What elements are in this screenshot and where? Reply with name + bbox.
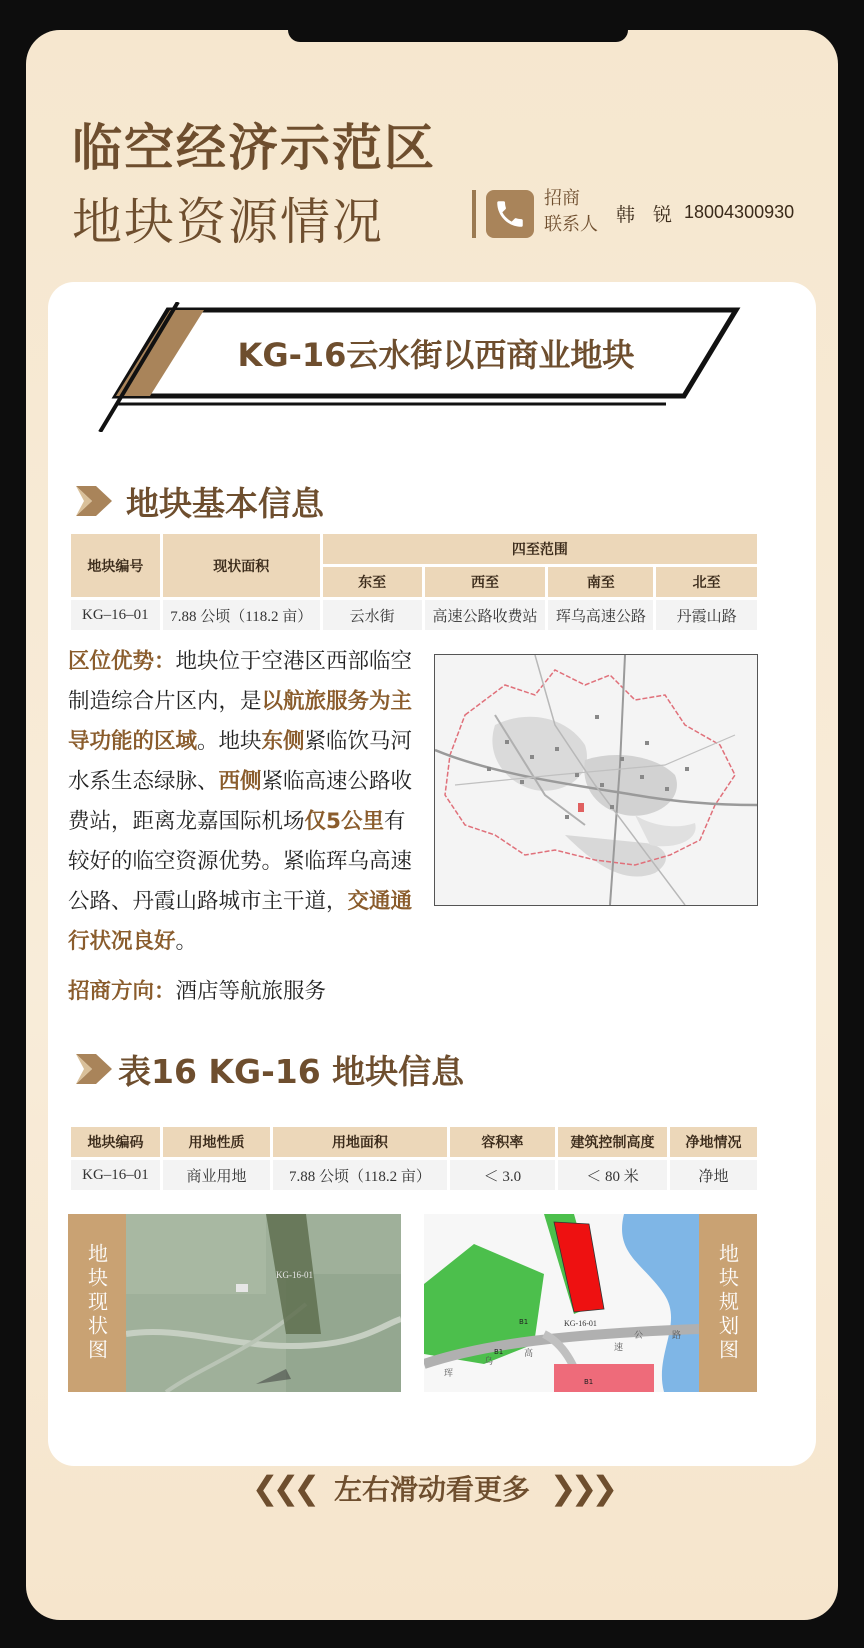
cell-parcel-code: KG–16–01 <box>71 1160 160 1190</box>
section-title: 表16 KG-16 地块信息 <box>118 1051 465 1091</box>
header-land-area: 用地面积 <box>273 1127 447 1157</box>
cell-west: 高速公路收费站 <box>425 600 546 630</box>
page <box>26 30 838 1620</box>
investment-direction: 招商方向：酒店等航旅服务 <box>68 979 327 1004</box>
contact-phone[interactable]: 18004300930 <box>684 202 795 222</box>
table-row <box>71 1160 757 1190</box>
cell-north: 丹霞山路 <box>656 600 757 630</box>
cell-height-limit: ＜ 80 米 <box>558 1160 667 1190</box>
header-area: 现状面积 <box>163 534 320 597</box>
planning-label: 地块规划图 <box>699 1214 757 1392</box>
road-label: 高 <box>524 1349 534 1359</box>
content-card <box>48 282 816 1466</box>
contact-divider <box>472 190 476 238</box>
header-parcel-code: 地块编码 <box>71 1127 160 1157</box>
parcel-images <box>68 1214 757 1392</box>
chevrons-right-icon: ❯❯❯ <box>549 1469 613 1507</box>
road-label: 路 <box>672 1331 682 1341</box>
zone-tag: B1 <box>519 1318 529 1326</box>
zone-tag: B1 <box>584 1378 594 1386</box>
banner-title: KG-16云水街以西商业地块 <box>237 336 635 374</box>
header-land-use: 用地性质 <box>163 1127 270 1157</box>
road-label: 乌 <box>484 1357 494 1367</box>
header-plot-ratio: 容积率 <box>450 1127 555 1157</box>
screen-notch <box>288 30 628 42</box>
current-status-label: 地块现状图 <box>68 1214 126 1392</box>
header-west: 西至 <box>425 567 546 597</box>
parcel-info-table <box>68 1124 760 1193</box>
cell-east: 云水街 <box>323 600 422 630</box>
section-basic-info-header <box>76 476 324 526</box>
swipe-hint-text: 左右滑动看更多 <box>333 1473 530 1506</box>
header-north: 北至 <box>656 567 757 597</box>
page-title: 临空经济示范区 <box>72 119 436 177</box>
location-description: 区位优势：地块位于空港区西部临空制造综合片区内，是以航旅服务为主导功能的区域。地块东侧紧临饮马河水系生态绿脉、西侧紧临高速公路收费站，距离龙嘉国际机场仅5公里有较好的临空资源优势。紧临珲乌高速公路、丹霞山路城市主干道，交通通行状况良好。 <box>68 649 413 954</box>
header-east: 东至 <box>323 567 422 597</box>
road-label: 速 <box>614 1343 624 1353</box>
chevron-right-icon <box>76 1054 112 1084</box>
basic-info-table <box>68 531 760 633</box>
cell-land-use: 商业用地 <box>163 1160 270 1190</box>
phone-icon[interactable] <box>486 190 534 238</box>
parcel-tag: KG-16-01 <box>564 1319 597 1328</box>
cell-south: 珲乌高速公路 <box>548 600 653 630</box>
header-boundary: 四至范围 <box>323 534 757 564</box>
cell-land-area: 7.88 公顷（118.2 亩） <box>273 1160 447 1190</box>
cell-plot-ratio: ＜ 3.0 <box>450 1160 555 1190</box>
table-row <box>71 600 757 630</box>
cell-area: 7.88 公顷（118.2 亩） <box>163 600 320 630</box>
header-south: 南至 <box>548 567 653 597</box>
chevron-right-icon <box>76 486 112 516</box>
header-land-status: 净地情况 <box>670 1127 757 1157</box>
zone-tag: B1 <box>494 1348 504 1356</box>
parcel-tag: KG-16-01 <box>276 1270 313 1280</box>
header-parcel-id: 地块编号 <box>71 534 160 597</box>
road-label: 公 <box>634 1331 644 1341</box>
road-label: 珲 <box>444 1369 454 1379</box>
swipe-hint[interactable] <box>26 1468 838 1508</box>
planning-image <box>424 1214 699 1392</box>
section-parcel-info-header <box>76 1044 464 1094</box>
cell-land-status: 净地 <box>670 1160 757 1190</box>
header-height-limit: 建筑控制高度 <box>558 1127 667 1157</box>
section-title: 地块基本信息 <box>126 483 324 523</box>
chevrons-left-icon: ❮❮❮ <box>251 1469 315 1507</box>
current-status-image <box>126 1214 401 1392</box>
page-subtitle: 地块资源情况 <box>72 193 384 251</box>
cell-parcel-id: KG–16–01 <box>71 600 160 630</box>
district-location-map <box>434 654 758 906</box>
contact-label: 招商 联系人 <box>544 188 598 235</box>
contact-name: 韩 锐 <box>616 204 679 226</box>
